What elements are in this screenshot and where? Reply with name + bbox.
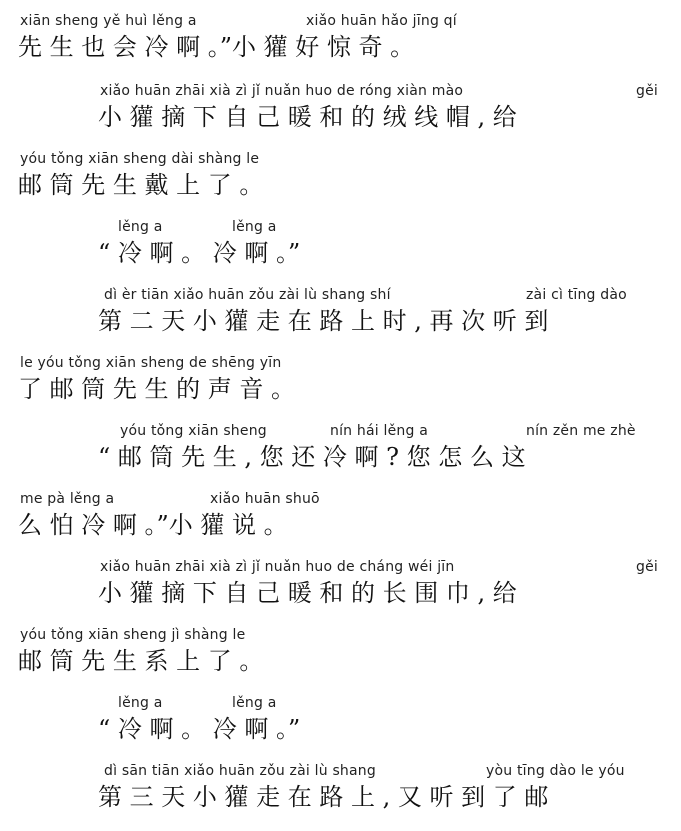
hanzi-segment: 小 獾 摘 下 自 己 暖 和 的 绒 线 帽 , 给 <box>98 103 517 131</box>
pinyin-segment: xiǎo huān zhāi xià zì jǐ nuǎn huo de cháng wéi jīn <box>100 559 455 575</box>
pinyin-segment: lěng a <box>232 219 277 235</box>
hanzi-segment: 第 二 天 小 獾 走 在 路 上 时 , 再 次 听 到 <box>98 307 549 335</box>
hanzi-segment: 邮 筒 先 生 戴 上 了 。 <box>18 171 264 199</box>
pinyin-segment: nín zěn me zhè <box>526 423 636 439</box>
hanzi-segment: 么 怕 冷 啊 。”小 獾 说 。 <box>18 511 288 539</box>
text-line <box>0 12 681 76</box>
text-line <box>0 490 681 554</box>
pinyin-segment: nín hái lěng a <box>330 423 428 439</box>
hanzi-segment: “ 邮 筒 先 生 , 您 还 冷 啊 ? 您 怎 么 这 <box>98 443 526 471</box>
text-line <box>0 762 681 826</box>
text-line <box>0 694 681 758</box>
text-line <box>0 150 681 214</box>
pinyin-segment: lěng a <box>118 219 163 235</box>
text-line <box>0 422 681 486</box>
hanzi-segment: 小 獾 摘 下 自 己 暖 和 的 长 围 巾 , 给 <box>98 579 517 607</box>
text-line <box>0 286 681 350</box>
pinyin-segment: gěi <box>636 559 658 575</box>
text-line <box>0 82 681 146</box>
pinyin-segment: xiān sheng yě huì lěng a <box>20 13 197 29</box>
text-line <box>0 218 681 282</box>
hanzi-segment: 先 生 也 会 冷 啊 。”小 獾 好 惊 奇 。 <box>18 33 415 61</box>
text-line <box>0 626 681 690</box>
pinyin-segment: dì èr tiān xiǎo huān zǒu zài lù shang shí <box>104 287 391 303</box>
pinyin-segment: yòu tīng dào le yóu <box>486 763 625 779</box>
pinyin-segment: xiǎo huān zhāi xià zì jǐ nuǎn huo de róng xiàn mào <box>100 83 464 99</box>
hanzi-segment: 邮 筒 先 生 系 上 了 。 <box>18 647 264 675</box>
pinyin-segment: xiǎo huān shuō <box>210 491 320 507</box>
hanzi-segment: “ 冷 啊 。 冷 啊 。” <box>98 715 301 743</box>
hanzi-segment: 了 邮 筒 先 生 的 声 音 。 <box>18 375 296 403</box>
text-line <box>0 558 681 622</box>
pinyin-segment: zài cì tīng dào <box>526 287 627 303</box>
pinyin-segment: me pà lěng a <box>20 491 115 507</box>
text-line <box>0 354 681 418</box>
pinyin-segment: lěng a <box>232 695 277 711</box>
pinyin-segment: xiǎo huān hǎo jīng qí <box>306 13 457 29</box>
pinyin-segment: gěi <box>636 83 658 99</box>
pinyin-segment: lěng a <box>118 695 163 711</box>
hanzi-segment: 第 三 天 小 獾 走 在 路 上 , 又 听 到 了 邮 <box>98 783 549 811</box>
pinyin-segment: yóu tǒng xiān sheng jì shàng le <box>20 627 246 643</box>
hanzi-segment: “ 冷 啊 。 冷 啊 。” <box>98 239 301 267</box>
pinyin-segment: yóu tǒng xiān sheng dài shàng le <box>20 151 260 167</box>
pinyin-segment: dì sān tiān xiǎo huān zǒu zài lù shang <box>104 763 376 779</box>
pinyin-segment: yóu tǒng xiān sheng <box>120 423 267 439</box>
pinyin-segment: le yóu tǒng xiān sheng de shēng yīn <box>20 355 282 371</box>
